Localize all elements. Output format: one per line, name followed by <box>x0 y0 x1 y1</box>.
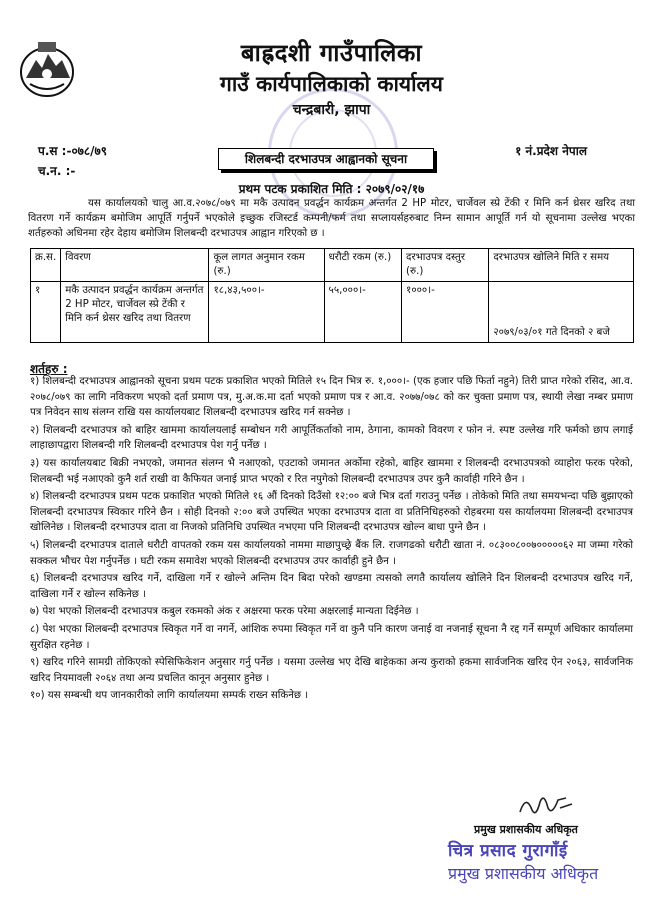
cell-description: मकै उत्पादन प्रवर्द्धन कार्यक्रम अन्तर्गत 2 HP मोटर, चार्जेवल स्प्रे टेंकी र मिनि कर्न थ्रेसर खरिद तथा वितरण <box>61 282 209 343</box>
cell-sn: १ <box>31 282 61 343</box>
intro-paragraph: यस कार्यालयको चालु आ.व.२०७८/०७९ मा मकै उत्पादन प्रवर्द्धन कार्यक्रम अन्तर्गत 2 HP मोटर, चार्जेवल स्प्रे टेंकी र मिनि कर्न थ्रेसर खरिद तथा वितरण गर्ने कार्यक्रम बमोजिम आपूर्ति गर्नुपर्ने भएकोले इच्छुक रजिस्टर्ड कम्पनी/फर्म तथा सप्लायर्सहरुबाट निम्न सामान आपूर्ति गर्न यो सूचनामा उल्लेख भएका शर्तहरुको अधिनमा रहेर देहाय बमोजिम शिलबन्दी दरभाउपत्र आह्वान गरिएको छ । <box>28 198 635 239</box>
first-published-date: प्रथम पटक प्रकाशित मिति : २०७९/०२/१७ <box>238 182 425 196</box>
cell-deposit: ५५,०००।- <box>324 282 401 343</box>
signatory-role: प्रमुख प्रशासकीय अधिकृत <box>474 823 578 836</box>
term-item: ५) शिलबन्दी दरभाउपत्र दाताले धरौटी वापतको रकम यस कार्यालयको नाममा माछापुच्छ्रे बैंक लि. राजगढको धरौटी खाता नं. ०८३००८००७०००००६२ मा जम्मा गरेको सक्कल भौचर पेश गर्नुपर्नेछ । घटी रकम समावेश भएको शिलबन्दी दरभाउपत्र उपर कार्वाही हुने छैन । <box>30 539 633 567</box>
cell-estimate: १८,४३,५००।- <box>209 282 324 343</box>
office-name: गाउँ कार्यपालिकाको कार्यालय <box>220 72 443 96</box>
signature-scribble <box>516 790 576 820</box>
office-address: चन्द्रबारी, झापा <box>292 102 371 118</box>
dispatch-number: च.न. :- <box>38 164 76 178</box>
header-opening: दरभाउपत्र खोलिने मिति र समय <box>489 249 634 282</box>
cell-opening: २०७९/०३/०१ गते दिनको २ बजे <box>489 282 634 343</box>
notice-title: शिलबन्दी दरभाउपत्र आह्वानको सूचना <box>218 148 434 170</box>
municipality-name: बाह्रदशी गाउँपालिका <box>240 39 423 67</box>
term-item: ३) यस कार्यालयबाट बिक्री नभएको, जमानत संलग्न भै नआएको, एउटाको जमानत अर्कोमा रहेको, बाहिर खाममा र शिलबन्दी दरभाउपत्रको व्याहोरा फरक परेको, शिलबन्दी भई नआएको कुनै शर्त राखी वा कैफियत जनाई प्राप्त भएको र रित नपुगेको शिलबन्दी दरभाउपत्र उपर कुनै कार्वाही गरिने छैन । <box>30 457 633 485</box>
header-sn: क्र.स. <box>31 249 61 282</box>
term-item: ६) शिलबन्दी दरभाउपत्र खरिद गर्ने, दाखिला गर्ने र खोल्ने अन्तिम दिन बिदा परेको खण्डमा त्यसको लगतै कार्यालय खोलिने दिन शिलबन्दी दरभाउपत्र खरिद गर्ने, दाखिला गर्ने र खोल्न सकिनेछ । <box>30 573 633 600</box>
header-fee: दरभाउपत्र दस्तुर (रु.) <box>402 249 489 282</box>
header-deposit: धरौटी रकम (रु.) <box>324 249 401 282</box>
province-label: १ नं.प्रदेश नेपाल <box>515 144 587 158</box>
term-item: २) शिलबन्दी दरभाउपत्र को बाहिर खाममा कार्यालयलाई सम्बोधन गरी आपूर्तिकर्ताको नाम, ठेगाना, कामको विवरण र फोन नं. स्पष्ट उल्लेख गरि फर्मको छाप लगाई लाहाछापद्वारा शिलबन्दी गरि शिलबन्दी दरभाउपत्र पेश गर्नु पर्नेछ । <box>30 424 633 452</box>
table-row <box>31 282 634 343</box>
header-estimate: कूल लागत अनुमान रकम (रु.) <box>209 249 324 282</box>
terms-heading: शर्तहरु : <box>30 362 68 376</box>
reference-number: प.स :-०७८/७९ <box>38 144 108 158</box>
signatory-title-stamp: प्रमुख प्रशासकीय अधिकृत <box>448 864 599 883</box>
term-item: ७) पेश भएको शिलबन्दी दरभाउपत्र कबुल रकमको अंक र अक्षरमा फरक परेमा अक्षरलाई मान्यता दिईनेछ । <box>30 606 419 618</box>
header-description: विवरण <box>61 249 209 282</box>
term-item: १) शिलबन्दी दरभाउपत्र आह्वानको सूचना प्रथम पटक प्रकाशित भएको मितिले १५ दिन भित्र रु. १,०००।- (एक हजार पछि फिर्ता नहुने) तिरी प्राप्त गरेको रसिद, आ.व. २०७८/०७९ का लागि नविकरण भएको दर्ता प्रमाण पत्र, मु.अ.क.मा दर्ता भएको प्रमाण पत्र र आ.व. २०७७/०७८ को कर चुक्ता प्रमाण पत्र, स्थायी लेखा नम्बर प्रमाण पत्र निवेदन साथ संलग्न राखि यस कार्यालयबाट शिलबन्दी दरभाउपत्र खरिद गर्न सक्नेछ । <box>30 376 633 419</box>
term-item: ४) शिलबन्दी दरभाउपत्र प्रथम पटक प्रकाशित भएको मितिले १६ औं दिनको दिउँसो १२:०० बजे भित्र दर्ता गराउनु पर्नेछ । तोकेको मिति तथा समयभन्दा पछि बुझाएको शिलबन्दी दरभाउपत्र स्विकार गरिने छैन । सोही दिनको २:०० बजे उपस्थित भएका दरभाउपत्र दाता वा प्रतिनिधिहरुको रोहबरमा यस कार्यालयमा शिलबन्दी दरभाउपत्र खोलिनेछ । शिलबन्दी दरभाउपत्र दाता वा निजको प्रतिनिधि उपस्थित नभएमा पनि शिलबन्दी दरभाउपत्र खोल्न बाधा पुग्ने छैन । <box>30 491 633 534</box>
term-item: १०) यस सम्बन्धी थप जानकारीको लागि कार्यालयमा सम्पर्क राख्न सकिनेछ । <box>30 690 309 702</box>
term-item: ९) खरिद गरिने सामग्री तोकिएको स्पेसिफिकेशन अनुसार गर्नु पर्नेछ । यसमा उल्लेख भए देखि बाहेकका अन्य कुराको हकमा सार्वजनिक खरिद ऐन २०६३, सार्वजनिक खरिद नियमावली २०६४ तथा अन्य प्रचलित कानून अनुसार हुनेछ । <box>30 657 633 684</box>
cell-fee: १०००।- <box>402 282 489 343</box>
signatory-name-stamp: चित्र प्रसाद गुरागाँई <box>448 841 568 861</box>
tender-table <box>30 248 634 343</box>
table-header-row <box>31 249 634 282</box>
terms-list <box>30 374 633 706</box>
term-item: ८) पेश भएका शिलबन्दी दरभाउपत्र स्विकृत गर्ने वा नगर्ने, आंशिक रुपमा स्विकृत गर्ने वा कुनै पनि कारण जनाई वा नजनाई सूचना नै रद्द गर्ने सम्पूर्ण अधिकार कार्यालमा सुरक्षित रहनेछ । <box>30 623 633 651</box>
